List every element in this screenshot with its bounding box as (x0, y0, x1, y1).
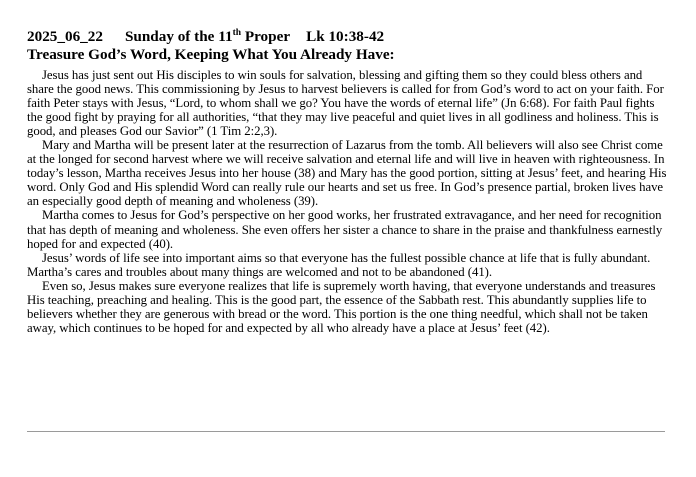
paragraph-5: Even so, Jesus makes sure everyone realizes that life is supremely worth having, that everyone understands and treasures His teaching, preaching and healing. This is the good part, the essence of the Sabbath rest. This abundantly supplies life to believers whether they are generous with bread or the word. This portion is the one thing needful, which shall not be taken away, which continues to be hoped for and expected by all who already have a place at Jesus’ feet (42). (27, 278, 656, 335)
sermon-occasion: Sunday of the 11th Proper (124, 27, 291, 45)
scripture-reference: Lk 10:38-42 (306, 28, 385, 45)
paragraph-3: Martha comes to Jesus for God’s perspective on her good works, her frustrated extravagance, and her need for recognition that has depth of meaning and wholeness. She even offers her sister a chance to share in the praise and thankfulness earnestly hoped for and expected (40). (27, 208, 663, 251)
sermon-title: Treasure God’s Word, Keeping What You Already Have: (27, 45, 395, 63)
header-line (27, 28, 667, 46)
bottom-divider (27, 431, 665, 432)
paragraph-2: Mary and Martha will be present later at the resurrection of Lazarus from the tomb. All believers will also see Christ come at the longed for second harvest where we will receive salvation and eternal life and will live in heaven with righteousness. In today’s lesson, Martha receives Jesus into her house (38) and Mary has the good portion, sitting at Jesus’ feet, and hearing His word. Only God and His splendid Word can really rule our hearts and set us free. In God’s presence partial, broken lives have an especially good depth of meaning and wholeness (39). (27, 138, 667, 209)
sermon-date: 2025_06_22 (27, 28, 103, 45)
paragraph-4: Jesus’ words of life see into important aims so that everyone has the fullest possible chance at life that is fully abundant. Martha’s cares and troubles about many things are welcomed and not to be abandoned (41). (27, 250, 651, 279)
document-page (27, 28, 667, 335)
paragraph-1: Jesus has just sent out His disciples to win souls for salvation, blessing and gifting them so they could bless others and share the good news. This commissioning by Jesus to harvest believers is called for from God’s word to act on your faith. For faith Peter stays with Jesus, “Lord, to whom shall we go? You have the words of eternal life” (Jn 6:68). For faith Paul fights the good fight by praying for all authorities, “that they may live peaceful and quiet lives in all godliness and holiness. This is good, and pleases God our Savior” (1 Tim 2:2,3). (27, 68, 664, 139)
ordinal-suffix: th (232, 27, 242, 38)
sermon-body (27, 68, 667, 335)
